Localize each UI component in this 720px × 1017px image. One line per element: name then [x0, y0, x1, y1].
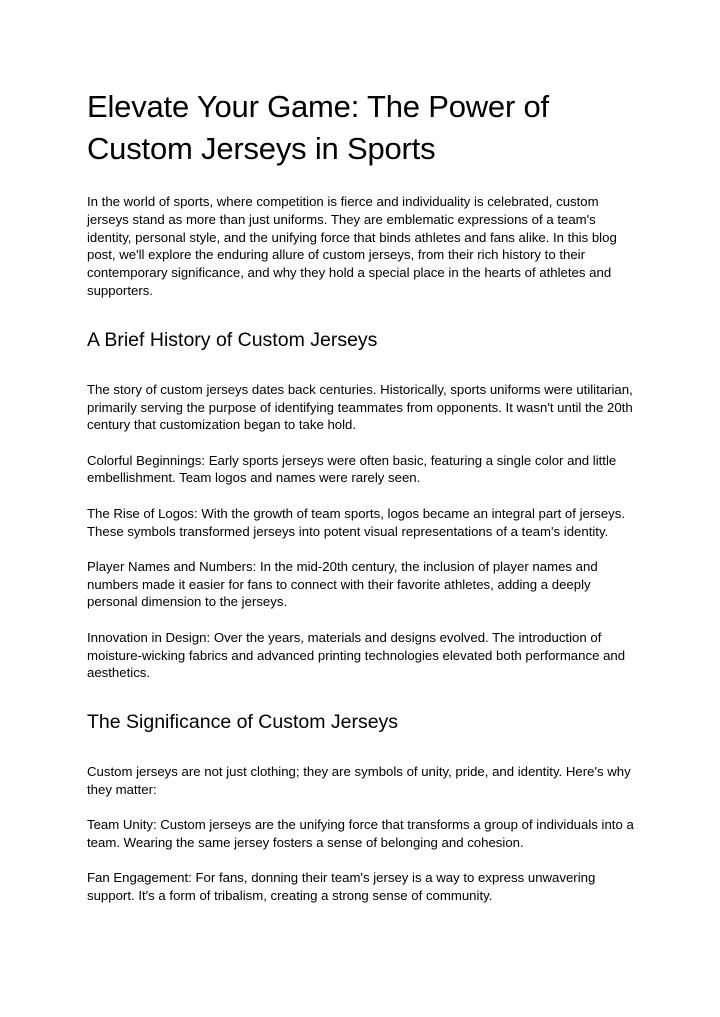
document-page — [87, 86, 637, 905]
intro-paragraph: In the world of sports, where competition is fierce and individuality is celebrated, custom jerseys stand as more than just uniforms. They are emblematic expressions of a team's identity, personal style, and the unifying force that binds athletes and fans alike. In this blog post, we'll explore the enduring allure of custom jerseys, from their rich history to their contemporary significance, and why they hold a special place in the hearts of athletes and supporters. — [87, 194, 617, 298]
paragraph: Player Names and Numbers: In the mid-20th century, the inclusion of player names and numbers made it easier for fans to connect with their favorite athletes, adding a deeply personal dimension to the jerseys. — [87, 558, 598, 610]
section-heading: A Brief History of Custom Jerseys — [87, 328, 378, 351]
paragraph: Colorful Beginnings: Early sports jerseys were often basic, featuring a single color and little embellishment. Team logos and names were rarely seen. — [87, 452, 617, 486]
section-significance — [87, 709, 637, 905]
paragraph: Fan Engagement: For fans, donning their team's jersey is a way to express unwavering support. It's a form of tribalism, creating a strong sense of community. — [87, 870, 596, 904]
paragraph: Team Unity: Custom jerseys are the unifying force that transforms a group of individuals into a team. Wearing the same jersey fosters a sense of belonging and cohesion. — [87, 817, 634, 851]
section-heading: The Significance of Custom Jerseys — [87, 711, 399, 734]
paragraph: Innovation in Design: Over the years, materials and designs evolved. The introduction of moisture-wicking fabrics and advanced printing technologies elevated both performance and aesthetics. — [87, 629, 626, 681]
section-body — [87, 763, 637, 905]
paragraph: The Rise of Logos: With the growth of team sports, logos became an integral part of jerseys. These symbols transformed jerseys into potent visual representations of a team's identity. — [87, 505, 626, 539]
section-body — [87, 381, 637, 682]
paragraph: The story of custom jerseys dates back centuries. Historically, sports uniforms were utilitarian, primarily serving the purpose of identifying teammates from opponents. It wasn't until the 20th century that customization began to take hold. — [87, 381, 633, 433]
section-history — [87, 327, 637, 682]
paragraph: Custom jerseys are not just clothing; they are symbols of unity, pride, and identity. Here's why they matter: — [87, 764, 631, 797]
page-title: Elevate Your Game: The Power of Custom Jerseys in Sports — [87, 89, 549, 166]
